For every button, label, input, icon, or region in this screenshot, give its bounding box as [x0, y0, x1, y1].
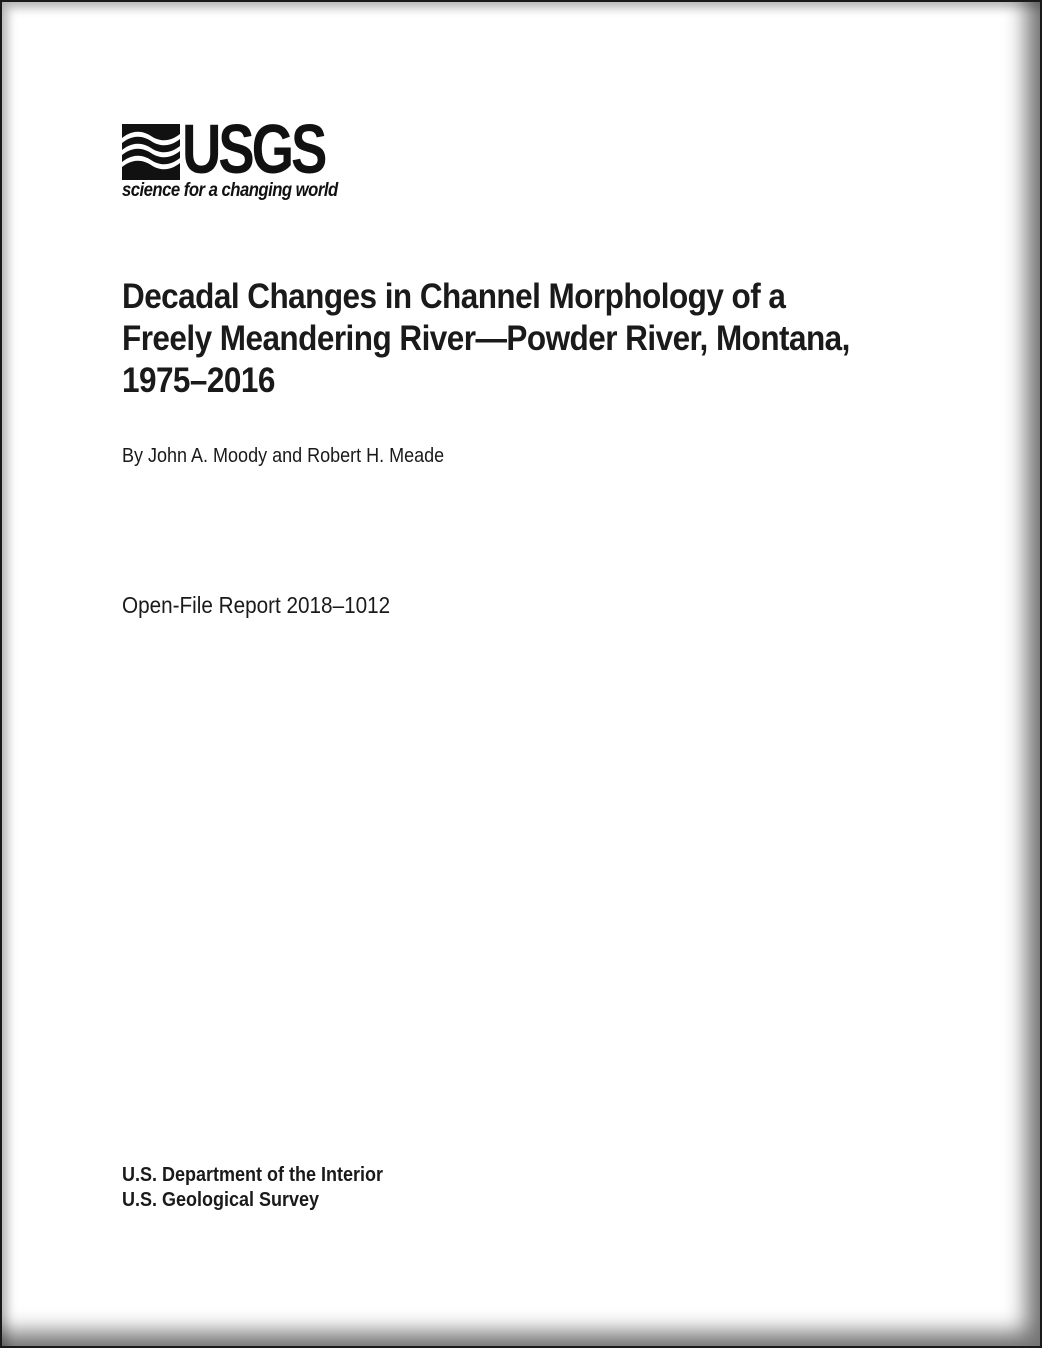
report-title-line-2: Freely Meandering River—Powder River, Montana, — [122, 319, 850, 358]
usgs-logo — [122, 110, 342, 204]
report-series-number: Open-File Report 2018–1012 — [122, 592, 391, 618]
publishing-agency — [122, 1163, 383, 1213]
report-title — [122, 276, 850, 402]
usgs-wave-icon — [122, 124, 180, 180]
report-title-line-3: 1975–2016 — [122, 361, 275, 400]
usgs-wordmark: USGS — [182, 110, 325, 188]
report-title-line-1: Decadal Changes in Channel Morphology of a — [122, 277, 786, 316]
usgs-tagline: science for a changing world — [122, 180, 338, 201]
survey-name: U.S. Geological Survey — [122, 1189, 320, 1211]
report-authors: By John A. Moody and Robert H. Meade — [122, 445, 445, 467]
department-name: U.S. Department of the Interior — [122, 1164, 384, 1186]
